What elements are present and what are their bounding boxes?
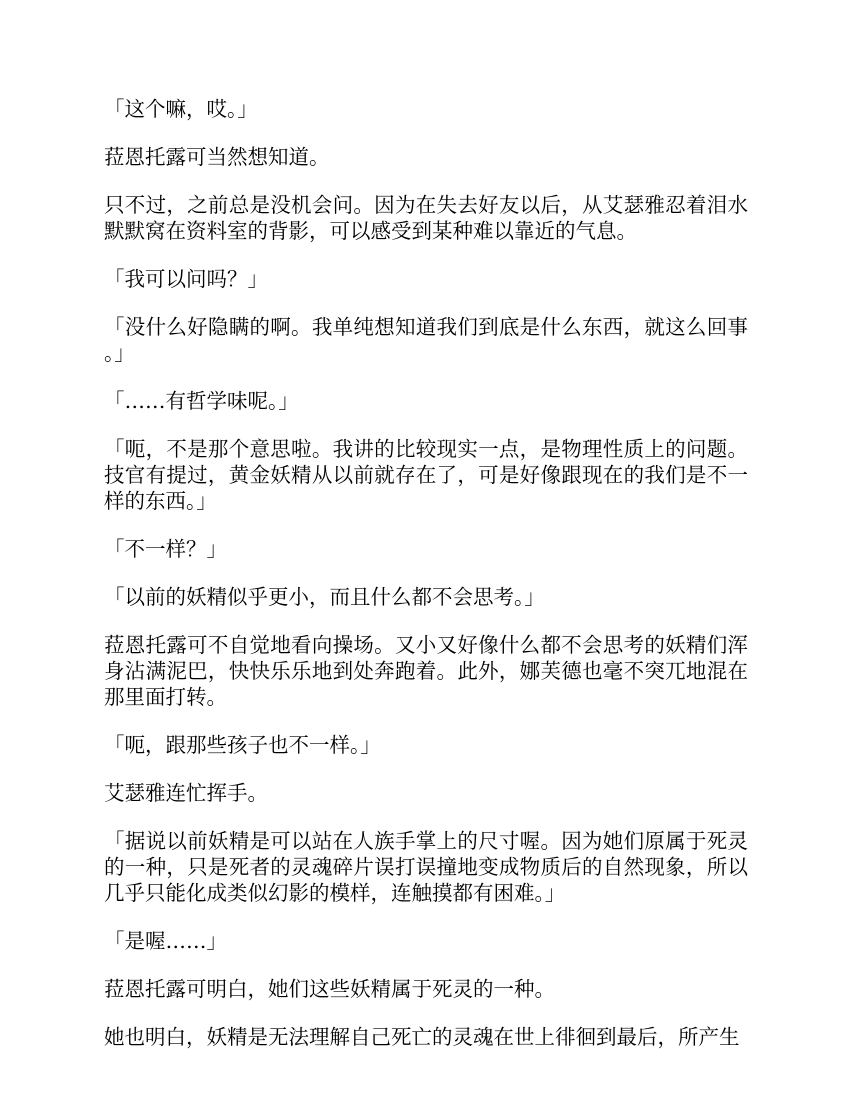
paragraph: 「……有哲学味呢。」 (104, 389, 299, 413)
paragraph: 「不一样？」 (104, 537, 227, 561)
paragraph: 「没什么好隐瞒的啊。我单纯想知道我们到底是什么东西，就这么回事。」 (104, 315, 748, 365)
paragraph: 「这个嘛，哎。」 (104, 97, 258, 121)
paragraph: 「呃，不是那个意思啦。我讲的比较现实一点，是物理性质上的问题。技官有提过，黄金妖精从以前就存在了，可是好像跟现在的我们是不一样的东西。」 (104, 437, 748, 513)
paragraph: 她也明白，妖精是无法理解自己死亡的灵魂在世上徘徊到最后，所产生 (104, 1025, 740, 1049)
paragraph: 艾瑟雅连忙挥手。 (104, 781, 268, 805)
paragraph: 菈恩托露可当然想知道。 (104, 145, 330, 169)
paragraph: 「我可以问吗？」 (104, 267, 268, 291)
paragraph: 「据说以前妖精是可以站在人族手掌上的尺寸喔。因为她们原属于死灵的一种，只是死者的灵魂碎片误打误撞地变成物质后的自然现象，所以几乎只能化成类似幻影的模样，连触摸都有困难。」 (104, 829, 748, 905)
paragraph: 菈恩托露可不自觉地看向操场。又小又好像什么都不会思考的妖精们浑身沾满泥巴，快快乐乐地到处奔跑着。此外，娜芙德也毫不突兀地混在那里面打转。 (104, 633, 748, 709)
paragraph: 菈恩托露可明白，她们这些妖精属于死灵的一种。 (104, 977, 555, 1001)
paragraph: 「呃，跟那些孩子也不一样。」 (104, 733, 381, 757)
paragraph: 「是喔……」 (104, 929, 227, 953)
paragraph: 「以前的妖精似乎更小，而且什么都不会思考。」 (104, 585, 545, 609)
paragraph: 只不过，之前总是没机会问。因为在失去好友以后，从艾瑟雅忍着泪水默默窝在资料室的背影，可以感受到某种难以靠近的气息。 (104, 193, 748, 243)
document-page (104, 96, 748, 1072)
